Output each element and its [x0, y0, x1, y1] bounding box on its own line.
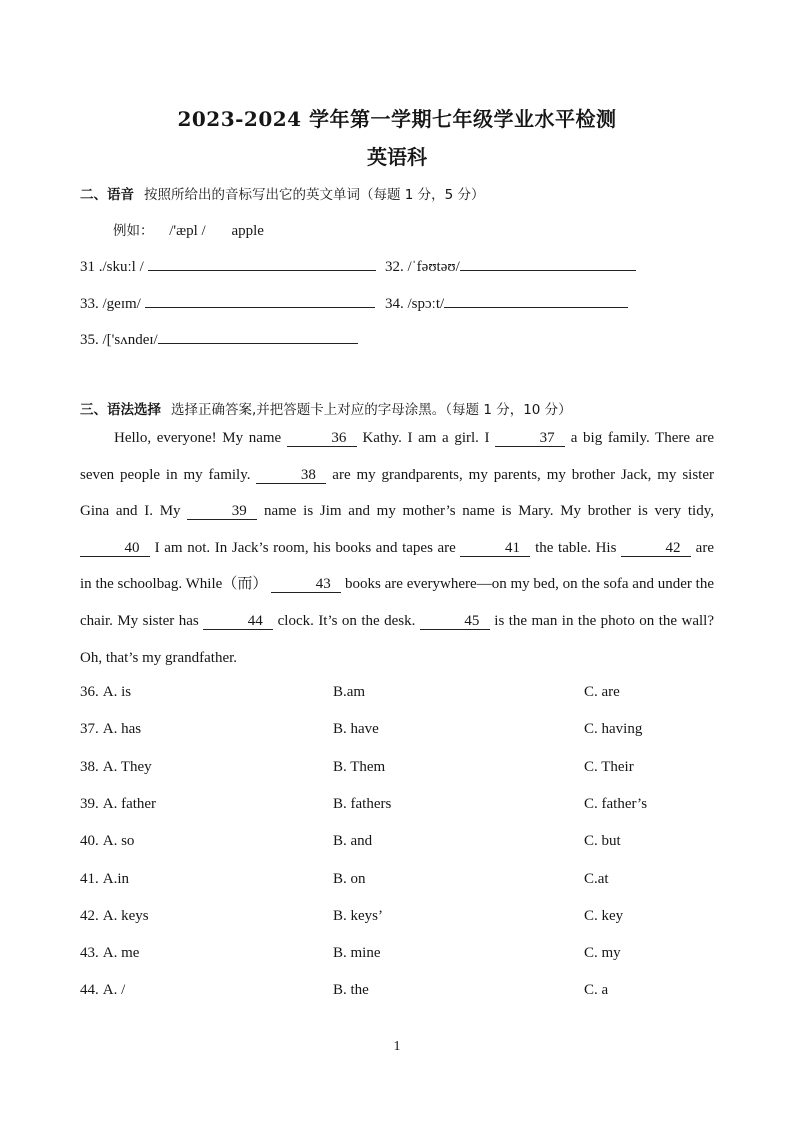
- cloze-blank-39[interactable]: 39: [187, 504, 257, 520]
- option-a[interactable]: [80, 721, 141, 738]
- option-label: A. has: [102, 721, 142, 738]
- passage-text: I am not. In Jack’s room, his books and tapes are: [150, 539, 461, 556]
- answer-blank-34[interactable]: [444, 293, 628, 308]
- passage-text: a big family. There are seven people in my family.: [80, 430, 714, 483]
- cloze-blank-42[interactable]: 42: [621, 541, 691, 557]
- option-label: A. is: [102, 684, 132, 700]
- phonetic-item-31: [80, 256, 376, 276]
- phonetic-item-32: [385, 256, 636, 276]
- example-line: [113, 219, 264, 240]
- option-c[interactable]: C. father’s: [584, 795, 648, 812]
- section3-heading: [80, 398, 572, 418]
- option-a[interactable]: [80, 684, 131, 701]
- passage-text: books are everywhere—on my bed, on the sofa and under the chair. My sister has: [80, 576, 714, 629]
- cloze-blank-40[interactable]: 40: [80, 541, 150, 557]
- question-number: 40.: [80, 833, 99, 850]
- section2-label: 二、语音: [80, 187, 134, 203]
- question-number: 36.: [80, 684, 99, 700]
- option-c[interactable]: C. my: [584, 945, 621, 962]
- section3-instruction: 选择正确答案,并把答题卡上对应的字母涂黑。（每题 1 分，10 分）: [171, 402, 572, 418]
- option-b[interactable]: B. on: [333, 870, 366, 887]
- option-a[interactable]: [80, 796, 156, 813]
- option-b[interactable]: B. keys’: [333, 907, 383, 924]
- passage-text: name is Jim and my mother’s name is Mary. My brother is very tidy,: [257, 503, 714, 520]
- passage-text: clock. It’s on the desk.: [273, 612, 420, 629]
- question-number: 38.: [80, 758, 99, 775]
- option-a[interactable]: [80, 982, 125, 999]
- option-label: A. me: [102, 945, 140, 962]
- question-number: 42.: [80, 907, 99, 924]
- option-b[interactable]: B. Them: [333, 758, 386, 775]
- passage-text: Hello, everyone! My name: [114, 430, 287, 446]
- example-label: 例如：: [113, 223, 154, 239]
- option-b[interactable]: B. and: [333, 833, 373, 850]
- exam-subject: 英语科: [367, 145, 427, 169]
- cloze-blank-43[interactable]: 43: [271, 577, 341, 593]
- section2-heading: [80, 183, 485, 203]
- cloze-blank-45[interactable]: 45: [420, 614, 490, 630]
- question-number: 41.: [80, 870, 99, 887]
- option-b[interactable]: B.am: [333, 684, 366, 700]
- question-number: 44.: [80, 982, 99, 999]
- question-row: [0, 833, 794, 855]
- example-phonetic: /'æpl /: [169, 223, 206, 239]
- passage-text: Kathy. I am a girl. I: [356, 430, 496, 446]
- option-label: A. keys: [102, 907, 149, 924]
- option-a[interactable]: [80, 833, 134, 850]
- option-b[interactable]: B. have: [333, 721, 379, 738]
- exam-title: 2023-2024 学年第一学期七年级学业水平检测: [177, 107, 617, 131]
- cloze-blank-38[interactable]: 38: [256, 468, 326, 484]
- cloze-blank-41[interactable]: 41: [460, 541, 530, 557]
- question-row: [0, 684, 794, 706]
- option-a[interactable]: [80, 759, 152, 776]
- phonetic-item-33: [80, 293, 375, 313]
- question-number: 39.: [80, 795, 99, 812]
- question-number: 43.: [80, 945, 99, 962]
- passage-text: is the man in the photo on the wall? Oh, that’s my grandfather.: [80, 612, 714, 666]
- option-c[interactable]: C.at: [584, 870, 609, 887]
- question-number: 37.: [80, 721, 99, 738]
- phonetic-item-35: [80, 329, 358, 349]
- cloze-blank-36[interactable]: 36: [287, 431, 357, 447]
- question-row: [0, 721, 794, 743]
- answer-blank-31[interactable]: [148, 256, 376, 271]
- option-c[interactable]: C. a: [584, 982, 609, 999]
- question-row: [0, 871, 794, 893]
- passage-text: are in the schoolbag. While（而）: [80, 539, 714, 593]
- answer-blank-35[interactable]: [158, 329, 358, 344]
- option-b[interactable]: B. mine: [333, 945, 381, 962]
- question-row: [0, 796, 794, 818]
- section2-instruction: 按照所给出的音标写出它的英文单词（每题 1 分，5 分）: [144, 187, 485, 203]
- answer-blank-33[interactable]: [145, 293, 375, 308]
- option-c[interactable]: C. but: [584, 833, 621, 850]
- option-label: A.in: [102, 870, 129, 887]
- cloze-blank-37[interactable]: 37: [495, 431, 565, 447]
- cloze-blank-44[interactable]: 44: [203, 614, 273, 630]
- option-c[interactable]: C. Their: [584, 758, 634, 775]
- cloze-passage: [80, 420, 714, 676]
- phonetic-35: 35. /['sʌndeɪ/: [80, 332, 158, 348]
- option-c[interactable]: C. having: [584, 721, 643, 738]
- example-word: apple: [231, 223, 264, 239]
- question-row: [0, 982, 794, 1004]
- phonetic-33: 33. /geɪm/: [80, 296, 141, 312]
- question-row: [0, 759, 794, 781]
- phonetic-31: 31 ./skuːl /: [80, 259, 144, 275]
- option-c[interactable]: C. key: [584, 907, 624, 924]
- answer-blank-32[interactable]: [460, 256, 636, 271]
- option-b[interactable]: B. fathers: [333, 795, 392, 812]
- phonetic-item-34: [385, 293, 628, 313]
- question-row: [0, 908, 794, 930]
- option-c[interactable]: C. are: [584, 684, 620, 700]
- option-a[interactable]: [80, 871, 129, 888]
- option-b[interactable]: B. the: [333, 982, 369, 999]
- option-label: A. They: [102, 758, 152, 775]
- option-a[interactable]: [80, 945, 139, 962]
- section3-label: 三、语法选择: [80, 402, 161, 418]
- passage-text: the table. His: [530, 539, 622, 556]
- option-label: A. so: [102, 833, 135, 850]
- option-label: A. father: [102, 795, 157, 812]
- option-a[interactable]: [80, 908, 149, 925]
- question-row: [0, 945, 794, 967]
- passage-text: are my grandparents, my parents, my brother Jack, my sister Gina and I. My: [80, 466, 714, 520]
- phonetic-34: 34. /spɔːt/: [385, 296, 445, 312]
- phonetic-32: 32. /ˈfəʊtəʊ/: [385, 259, 460, 275]
- option-label: A. /: [102, 982, 126, 999]
- page-number: 1: [393, 1039, 401, 1054]
